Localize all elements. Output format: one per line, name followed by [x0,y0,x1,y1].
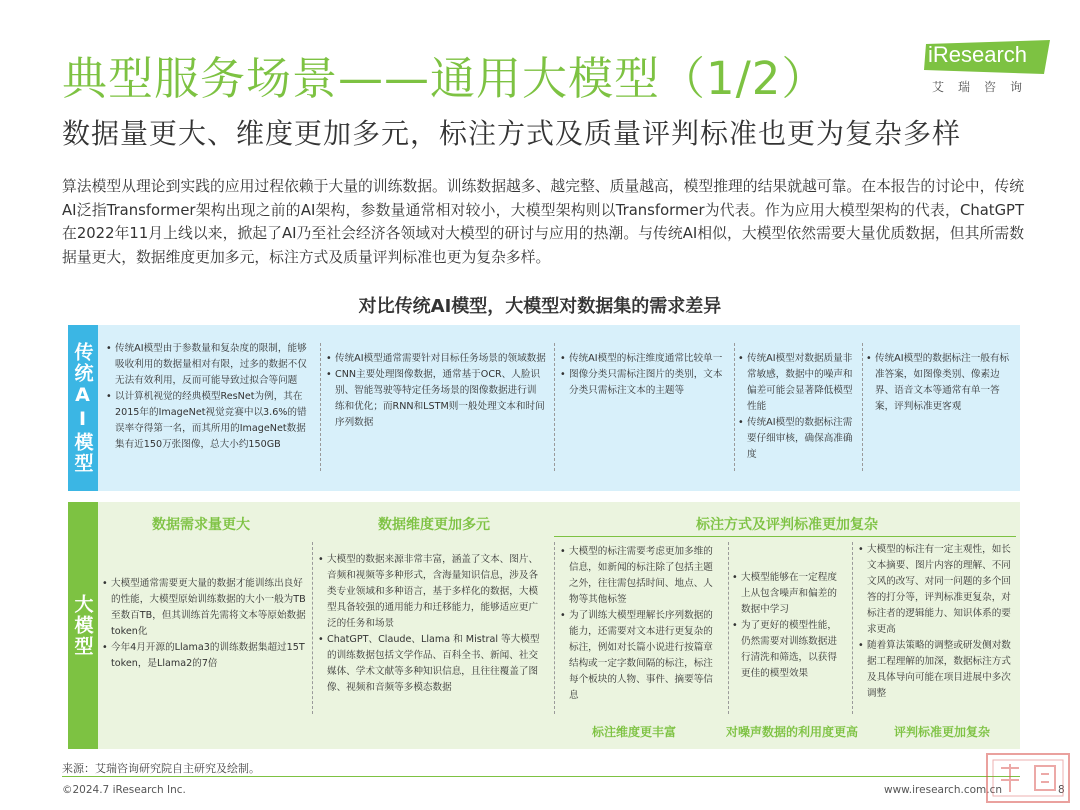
page-title: 典型服务场景——通用大模型（1/2） [62,52,828,105]
logo-subtitle: 艾瑞咨询 [932,80,1037,94]
list-item: • 传统AI模型的数据标注需要仔细审核，确保高准确度 [738,415,854,463]
traditional-col-2 [326,351,546,431]
large-col-4 [732,570,846,682]
list-item: • 今年4月开源的Llama3的训练数据集超过15T token，是Llama2的7倍 [102,640,308,672]
list-item: • ChatGPT、Claude、Llama 和 Mistral 等大模型的训练数据包括文学作品、百科全书、新闻、社交媒体、学术文献等多种知识信息，且往往覆盖了图像、视频和音频等多模态数据 [318,632,546,696]
logo-name: iResearch [928,42,1028,67]
list-item: • 传统AI模型通常需要针对目标任务场景的领域数据 [326,351,546,367]
list-item: • 大模型能够在一定程度上从包含噪声和偏差的数据中学习 [732,570,846,618]
source-note: 来源：艾瑞咨询研究院自主研究及绘制。 [62,762,260,775]
divider [554,343,555,471]
website-link[interactable]: www.iresearch.com.cn [884,784,1003,796]
header-underline [554,536,1016,537]
large-col-3 [560,544,722,704]
seal-stamp-icon [985,752,1071,804]
header-annotation-complexity: 标注方式及评判标准更加复杂 [696,517,878,533]
header-data-volume: 数据需求量更大 [152,517,250,533]
list-item: • 图像分类只需标注图片的类别，文本分类只需标注文本的主题等 [560,367,728,399]
traditional-col-4 [738,351,854,463]
page-subtitle: 数据量更大、维度更加多元，标注方式及质量评判标准也更为复杂多样 [62,117,962,150]
iresearch-logo [924,40,1054,96]
list-item: • CNN主要处理图像数据，通常基于OCR、人脸识别、智能驾驶等特定任务场景的图像数据进行训练和优化；而RNN和LSTM则一般处理文本和时间序列数据 [326,367,546,431]
list-item: • 以计算机视觉的经典模型ResNet为例，其在2015年的ImageNet视觉竞赛中以3.6%的错误率夺得第一名，而其所用的ImageNet数据集有近150万张图像，总大小约150GB [106,389,312,453]
footer-complex-criteria: 评判标准更加复杂 [894,725,991,739]
divider [734,343,735,471]
divider [728,542,729,714]
divider [862,343,863,471]
divider [320,343,321,471]
list-item: • 大模型的数据来源非常丰富，涵盖了文本、图片、音频和视频等多种形式，含海量知识信息，涉及各类专业领域和多种语言，基于多样化的数据，大模型具备较强的通用能力和迁移能力，能够适应更广泛的任务和场景 [318,552,546,632]
traditional-col-1 [106,341,312,453]
list-item: • 传统AI模型由于参数量和复杂度的限制，能够吸收利用的数据量相对有限，过多的数据不仅无法有效利用，反而可能导致过拟合等问题 [106,341,312,389]
comparison-title: 对比传统AI模型，大模型对数据集的需求差异 [358,296,722,317]
list-item: • 为了训练大模型理解长序列数据的能力，还需要对文本进行更复杂的标注，例如对长篇小说进行按篇章结构或一定字数间隔的标注，标注每个板块的人物、事件、摘要等信息 [560,608,722,704]
list-item: • 大模型通常需要更大量的数据才能训练出良好的性能，大模型原始训练数据的大小一般为TB至数百TB，但其训练首先需将文本等原始数据token化 [102,576,308,640]
footer-divider [62,776,1020,777]
large-col-2 [318,552,546,696]
intro-paragraph: 算法模型从理论到实践的应用过程依赖于大量的训练数据。训练数据越多、越完整、质量越高，模型推理的结果就越可靠。在本报告的讨论中，传统AI泛指Transformer架构出现之前的AI架构，参数量通常相对较小，大模型架构则以Transformer为代表。作为应用大模型架构的代表，ChatGPT在2022年11月上线以来，掀起了AI乃至社会经济各领域对大模型的研讨与应用的热潮。与传统AI相似，大模型依然需要大量优质数据，但其所需数据量更大，数据维度更加多元，标注方式及质量评判标准也更为复杂多样。 [62,178,1024,266]
large-model-panel [98,502,1020,749]
traditional-col-3 [560,351,728,399]
footer-noise-utilization: 对噪声数据的利用度更高 [726,725,859,739]
list-item: • 传统AI模型的数据标注一般有标准答案，如图像类别、像素边界、语音文本等通常有单一答案，评判标准更客观 [866,351,1012,415]
list-item: • 传统AI模型对数据质量非常敏感，数据中的噪声和偏差可能会显著降低模型性能 [738,351,854,415]
large-col-5 [858,542,1016,702]
traditional-ai-label: 传统AI模型 [68,325,98,491]
page-number: 8 [1058,784,1065,796]
list-item: • 大模型的标注需要考虑更加多维的信息，如新闻的标注除了包括主题之外，往往需包括时间、地点、人物等其他标签 [560,544,722,608]
header-data-dimension: 数据维度更加多元 [378,517,490,533]
list-item: • 传统AI模型的标注维度通常比较单一 [560,351,728,367]
large-col-1 [102,576,308,672]
list-item: • 随着算法策略的调整或研发侧对数据工程理解的加深，数据标注方式及具体导向可能在项目进展中多次调整 [858,638,1016,702]
large-model-label: 大模型 [68,502,98,749]
traditional-ai-panel [98,325,1020,491]
divider [312,542,313,714]
traditional-col-5 [866,351,1012,415]
divider [852,542,853,714]
divider [554,542,555,714]
list-item: • 为了更好的模型性能，仍然需要对训练数据进行清洗和筛选，以获得更佳的模型效果 [732,618,846,682]
copyright: ©2024.7 iResearch Inc. [62,784,186,796]
list-item: • 大模型的标注有一定主观性，如长文本摘要、图片内容的理解、不同文风的改写、对同一问题的多个回答的打分等，评判标准更复杂，对标注者的逻辑能力、知识体系的要求更高 [858,542,1016,638]
footer-richer-dimension: 标注维度更丰富 [592,725,677,739]
